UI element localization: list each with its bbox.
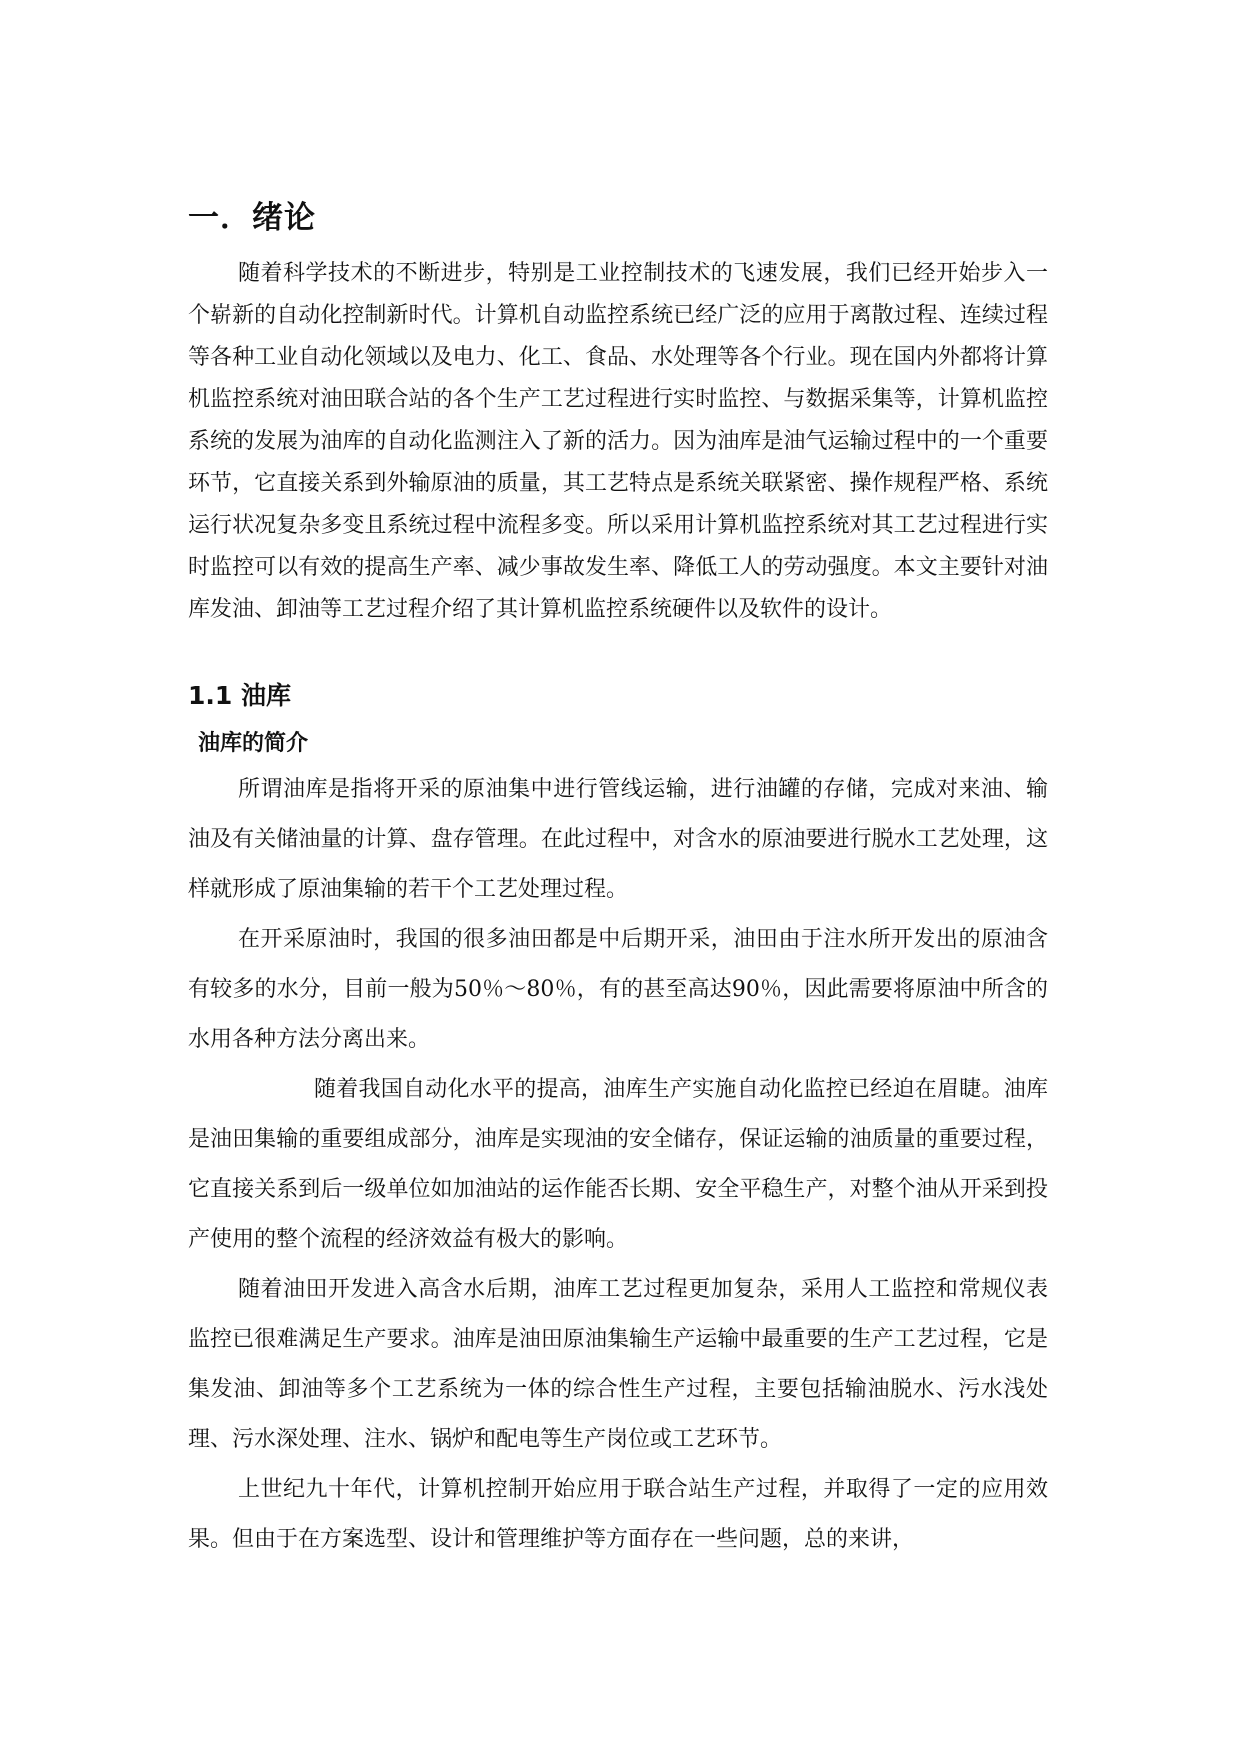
- body-paragraph: 随着油田开发进入高含水后期，油库工艺过程更加复杂，采用人工监控和常规仪表监控已很难满足生产要求。油库是油田原油集输生产运输中最重要的生产工艺过程，它是集发油、卸油等多个工艺系统为一体的综合性生产过程，主要包括输油脱水、污水浅处理、污水深处理、注水、锅炉和配电等生产岗位或工艺环节。: [188, 1277, 1048, 1452]
- intro-section: [188, 253, 1048, 631]
- body-section: [188, 765, 1048, 1565]
- body-paragraph: 随着我国自动化水平的提高，油库生产实施自动化监控已经迫在眉睫。油库是油田集输的重要组成部分，油库是实现油的安全储存，保证运输的油质量的重要过程，它直接关系到后一级单位如加油站的运作能否长期、安全平稳生产，对整个油从开采到投产使用的整个流程的经济效益有极大的影响。: [188, 1077, 1048, 1252]
- body-paragraph: 所谓油库是指将开采的原油集中进行管线运输，进行油罐的存储，完成对来油、输油及有关储油量的计算、盘存管理。在此过程中，对含水的原油要进行脱水工艺处理，这样就形成了原油集输的若干个工艺处理过程。: [188, 777, 1048, 902]
- body-paragraph: 在开采原油时，我国的很多油田都是中后期开采，油田由于注水所开发出的原油含有较多的水分，目前一般为50％～80％，有的甚至高达90％，因此需要将原油中所含的水用各种方法分离出来。: [188, 927, 1048, 1052]
- document-page: [188, 0, 1048, 1754]
- subsection-title: 油库的简介: [198, 731, 309, 756]
- body-paragraph: 上世纪九十年代，计算机控制开始应用于联合站生产过程，并取得了一定的应用效果。但由于在方案选型、设计和管理维护等方面存在一些问题，总的来讲，: [188, 1477, 1048, 1552]
- section-title: 1.1 油库: [188, 681, 291, 710]
- intro-paragraph: 随着科学技术的不断进步，特别是工业控制技术的飞速发展，我们已经开始步入一个崭新的自动化控制新时代。计算机自动监控系统已经广泛的应用于离散过程、连续过程等各种工业自动化领域以及电力、化工、食品、水处理等各个行业。现在国内外都将计算机监控系统对油田联合站的各个生产工艺过程进行实时监控、与数据采集等，计算机监控系统的发展为油库的自动化监测注入了新的活力。因为油库是油气运输过程中的一个重要环节，它直接关系到外输原油的质量，其工艺特点是系统关联紧密、操作规程严格、系统运行状况复杂多变且系统过程中流程多变。所以采用计算机监控系统对其工艺过程进行实时监控可以有效的提高生产率、减少事故发生率、降低工人的劳动强度。本文主要针对油库发油、卸油等工艺过程介绍了其计算机监控系统硬件以及软件的设计。: [188, 261, 1048, 622]
- chapter-title: 一．绪论: [188, 200, 316, 236]
